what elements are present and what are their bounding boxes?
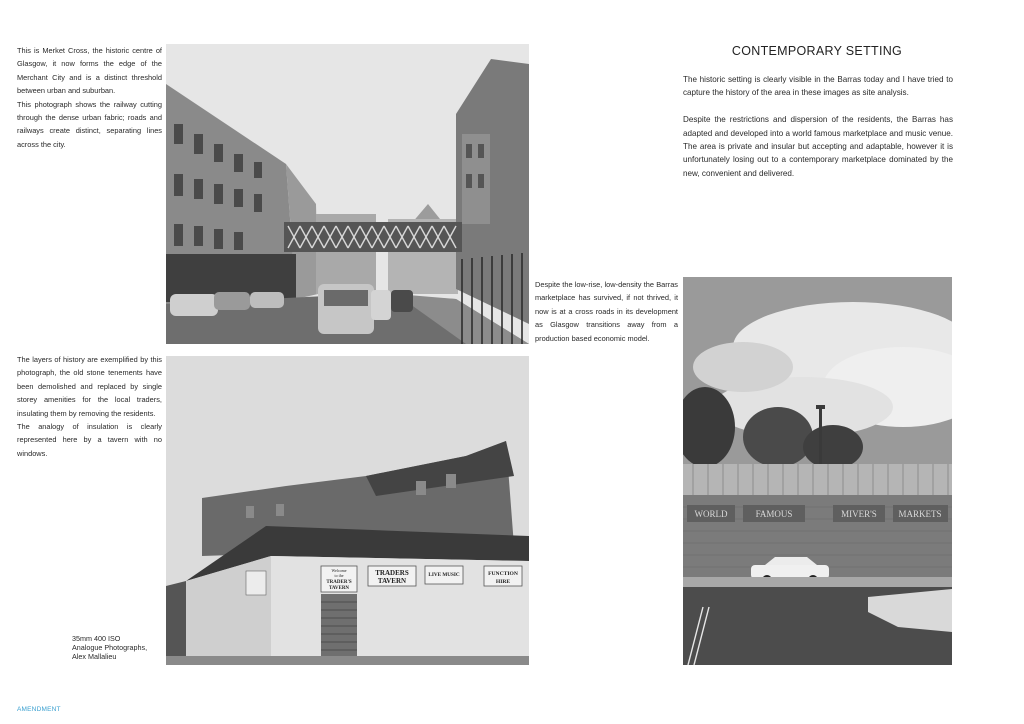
intro-paragraph: The historic setting is clearly visible in the Barras today and I have tried to capture the history of the area in these images as site analysis. bbox=[683, 75, 953, 98]
photo-railway-bridge-street bbox=[166, 44, 529, 344]
sign-welcome-line: Welcome bbox=[331, 568, 347, 573]
photo-barras-market bbox=[683, 277, 952, 665]
sign-welcome-line: TAVERN bbox=[328, 586, 350, 591]
caption-merchant-cross bbox=[17, 44, 162, 151]
market-sign-word: WORLD bbox=[694, 509, 728, 519]
credit-line: 35mm 400 ISO bbox=[72, 634, 121, 643]
market-sign-word: FAMOUS bbox=[755, 509, 793, 519]
caption-paragraph: The layers of history are exemplified by this photograph, the old stone tenements have been demolished and replaced by single storey amenities for the local traders, insulating them by removing the residents. bbox=[17, 355, 162, 418]
photo-traders-tavern bbox=[166, 356, 529, 665]
caption-paragraph: The analogy of insulation is clearly represented here by a tavern with no windows. bbox=[17, 422, 162, 458]
credit-line: Analogue Photographs, bbox=[72, 643, 148, 652]
railway-bridge-image bbox=[166, 44, 529, 344]
tavern-image bbox=[166, 356, 529, 665]
sign-live-music: LIVE MUSIC bbox=[428, 572, 460, 578]
sign-function-line: HIRE bbox=[495, 579, 511, 585]
sign-traders-line: TAVERN bbox=[377, 577, 407, 585]
barras-market-image bbox=[683, 277, 952, 665]
market-sign-word: MARKETS bbox=[898, 509, 942, 519]
caption-paragraph: This is Merket Cross, the historic centre of Glasgow, it now forms the edge of the Merchant City and is a distinct threshold between urban and suburban. bbox=[17, 46, 162, 96]
sign-welcome-line: to the bbox=[334, 573, 344, 578]
intro-paragraph: Despite the restrictions and dispersion of the residents, the Barras has adapted and developed into a world famous marketplace and music venue. The area is private and insular but accepting and adaptable, however it is unfortunately losing out to a contemporary marketplace dominated by the new, convenient and delivered. bbox=[683, 115, 953, 178]
credit-line: Alex Mallalieu bbox=[72, 652, 117, 661]
section-intro bbox=[683, 73, 953, 194]
market-sign-word: MIVER'S bbox=[841, 509, 877, 519]
caption-paragraph: This photograph shows the railway cutting through the dense urban fabric; roads and railways create distinct, separating lines across the city. bbox=[17, 99, 162, 149]
sign-welcome-line: TRADER'S bbox=[326, 580, 352, 585]
section-heading: CONTEMPORARY SETTING bbox=[731, 44, 903, 58]
photo-credit bbox=[72, 634, 147, 661]
caption-paragraph: Despite the low-rise, low-density the Barras marketplace has survived, if not thrived, it now is at a cross roads in its development as Glasgow transitions away from a production based economic model. bbox=[535, 280, 678, 343]
caption-barras-crossroads bbox=[535, 278, 678, 345]
sign-traders-line: TRADERS bbox=[375, 569, 409, 577]
caption-layers-of-history bbox=[17, 353, 162, 460]
sign-function-line: FUNCTION bbox=[488, 571, 518, 577]
footer-amendment-label: AMENDMENT bbox=[17, 706, 61, 713]
